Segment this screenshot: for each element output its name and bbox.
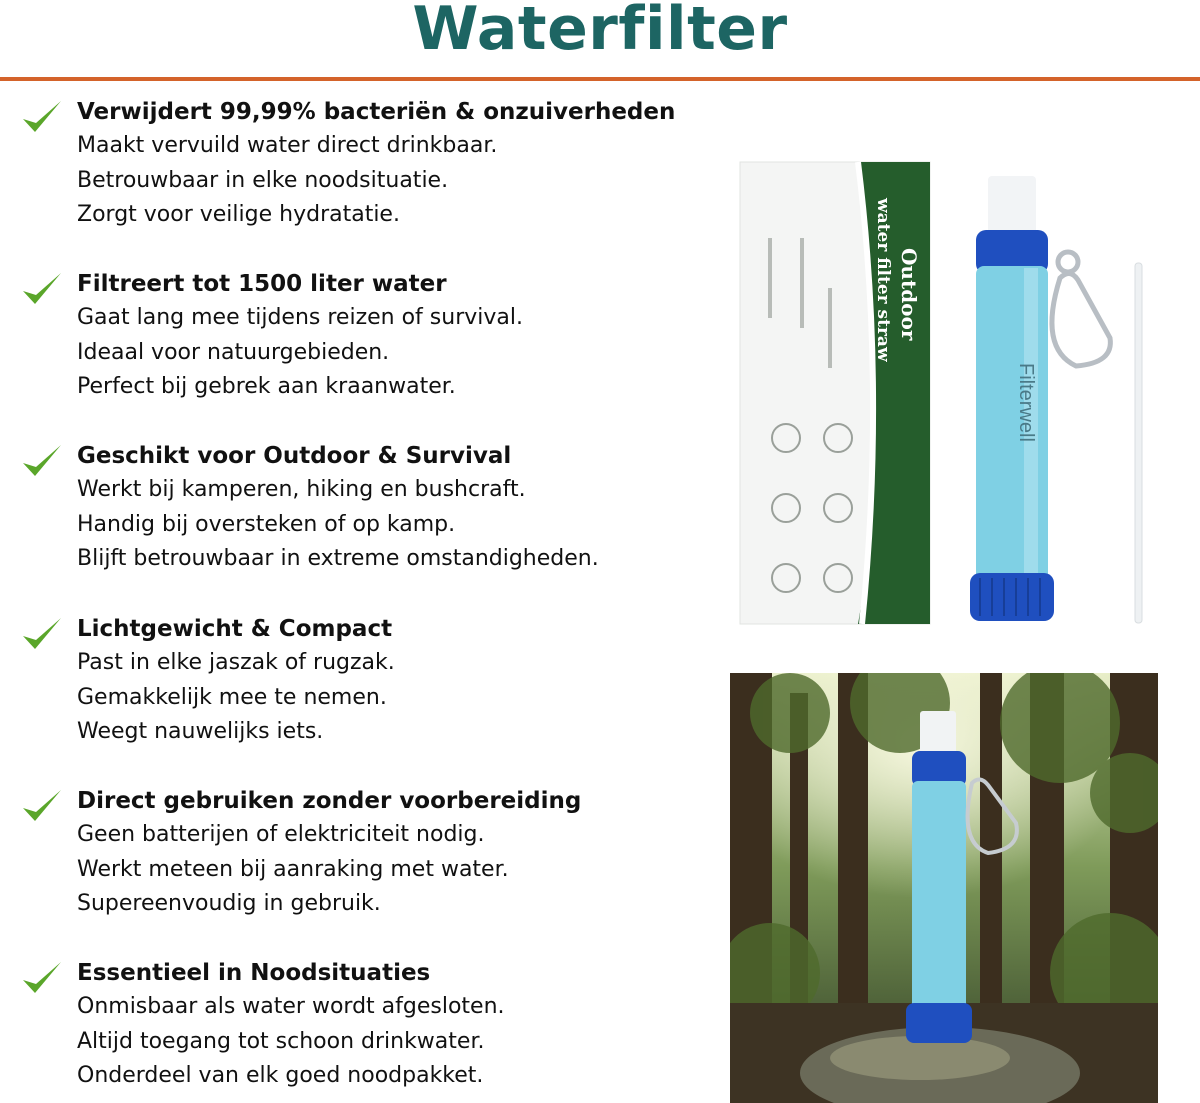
- feature-line: Gaat lang mee tijdens reizen of survival.: [77, 305, 523, 330]
- check-icon: [20, 614, 64, 654]
- brand-label: Filterwell: [1015, 363, 1037, 442]
- package: [740, 162, 930, 624]
- check-icon: [20, 269, 64, 309]
- feature-line: Supereenvoudig in gebruik.: [77, 891, 381, 916]
- title-divider: [0, 77, 1200, 81]
- feature-line: Werkt bij kamperen, hiking en bushcraft.: [77, 477, 526, 502]
- feature-title: Filtreert tot 1500 liter water: [77, 271, 447, 297]
- feature-line: Onmisbaar als water wordt afgesloten.: [77, 994, 505, 1019]
- feature-line: Perfect bij gebrek aan kraanwater.: [77, 374, 456, 399]
- product-image: [738, 158, 1158, 628]
- package-subtitle: water filter straw: [873, 198, 893, 362]
- forest-scene-image: [730, 673, 1158, 1103]
- feature-line: Ideaal voor natuurgebieden.: [77, 339, 390, 365]
- feature-line: Past in elke jaszak of rugzak.: [77, 650, 395, 675]
- page-title: Waterfilter: [412, 0, 788, 64]
- filter-straw: [970, 176, 1142, 623]
- feature-title: Verwijdert 99,99% bacteriën & onzuiverheden: [77, 99, 676, 125]
- feature-line: Werkt meteen bij aanraking met water.: [77, 856, 509, 882]
- check-icon: [20, 958, 64, 998]
- feature-line: Geen batterijen of elektriciteit nodig.: [77, 822, 485, 847]
- feature-line: Altijd toegang tot schoon drinkwater.: [77, 1028, 485, 1054]
- feature-line: Zorgt voor veilige hydratatie.: [77, 202, 400, 227]
- check-icon: [20, 441, 64, 481]
- feature-title: Direct gebruiken zonder voorbereiding: [77, 788, 582, 814]
- check-icon: [20, 786, 64, 826]
- feature-title: Essentieel in Noodsituaties: [77, 960, 431, 986]
- carabiner-icon: [1052, 252, 1110, 366]
- feature-line: Weegt nauwelijks iets.: [77, 719, 324, 744]
- feature-line: Onderdeel van elk goed noodpakket.: [77, 1063, 484, 1088]
- feature-title: Geschikt voor Outdoor & Survival: [77, 443, 512, 469]
- feature-line: Betrouwbaar in elke noodsituatie.: [77, 167, 449, 193]
- package-title: Outdoor: [897, 248, 921, 341]
- feature-line: Gemakkelijk mee te nemen.: [77, 684, 387, 710]
- feature-title: Lichtgewicht & Compact: [77, 616, 393, 642]
- check-icon: [20, 97, 64, 137]
- feature-line: Blijft betrouwbaar in extreme omstandigheden.: [77, 546, 599, 571]
- feature-line: Maakt vervuild water direct drinkbaar.: [77, 133, 498, 158]
- feature-line: Handig bij oversteken of op kamp.: [77, 511, 456, 537]
